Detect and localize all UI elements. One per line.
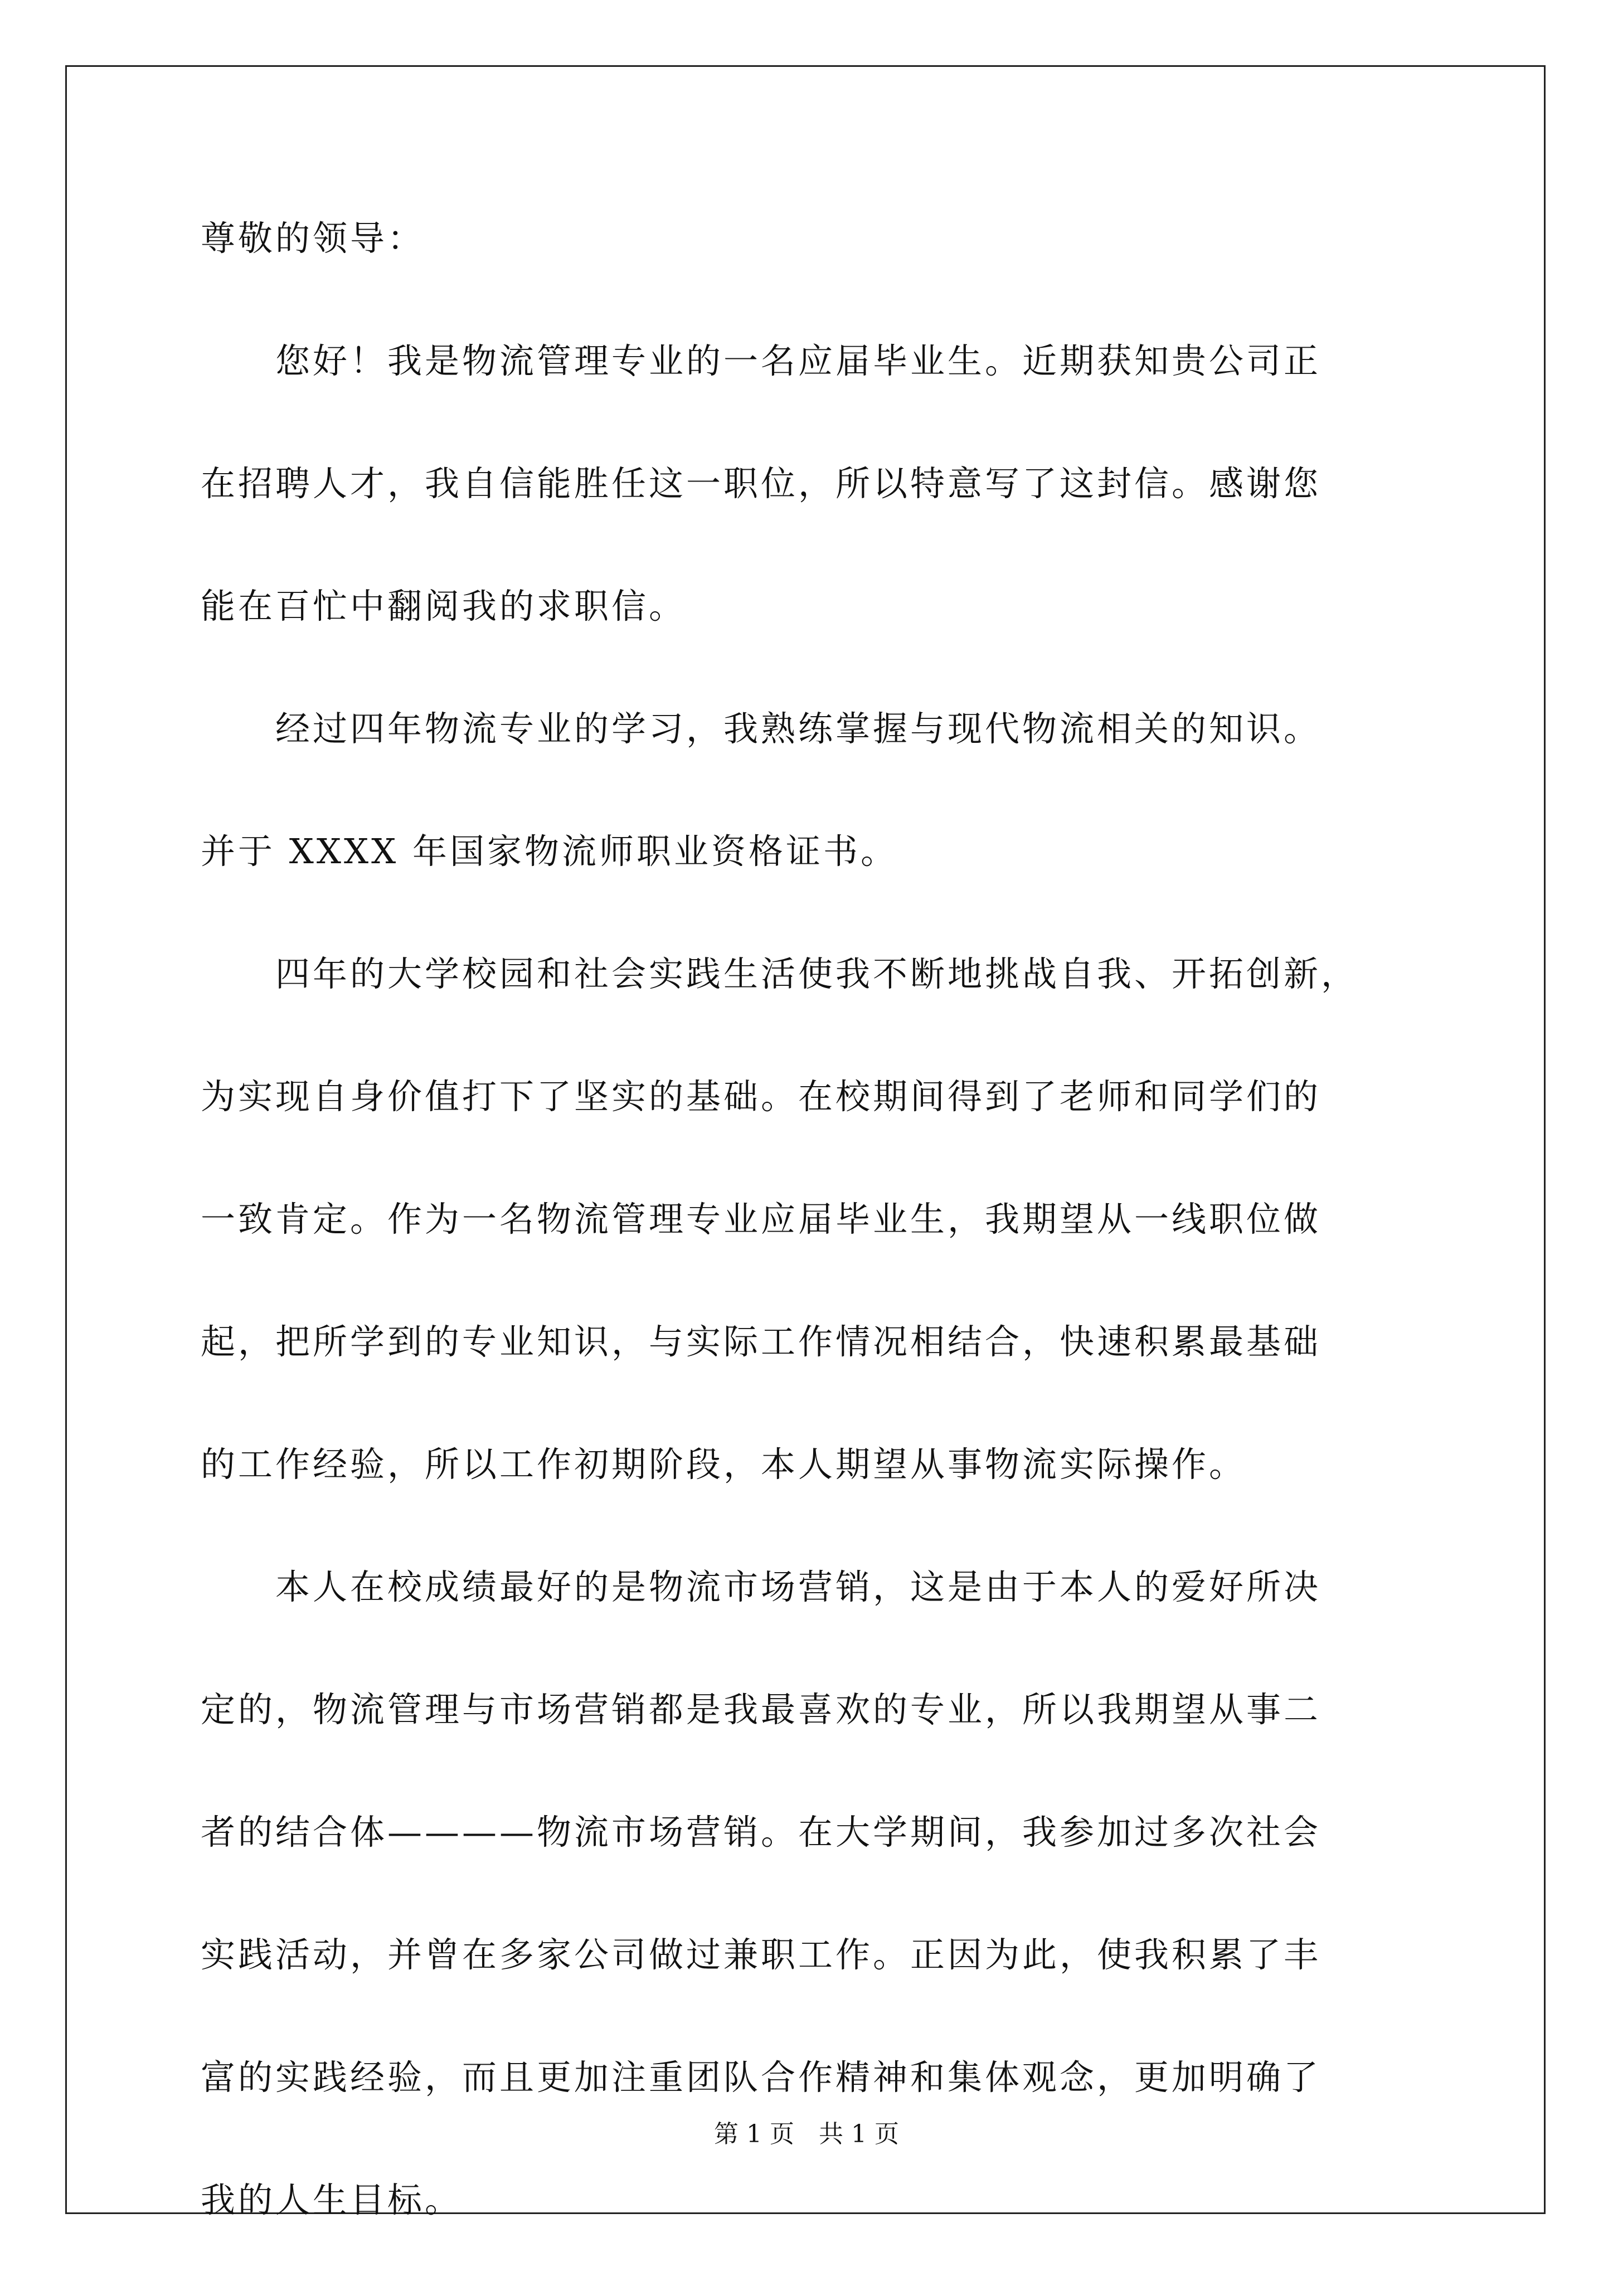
text-line: 定的，物流管理与市场营销都是我最喜欢的专业，所以我期望从事二 xyxy=(201,1689,1322,1730)
text-line: 富的实践经验，而且更加注重团队合作精神和集体观念，更加明确了 xyxy=(201,2057,1322,2098)
text-line: 为实现自身价值打下了坚实的基础。在校期间得到了老师和同学们的 xyxy=(201,1076,1322,1117)
text-line: 本人在校成绩最好的是物流市场营销，这是由于本人的爱好所决 xyxy=(201,1567,1322,1607)
text-line: 并于 XXXX 年国家物流师职业资格证书。 xyxy=(201,831,898,872)
text-line: 四年的大学校园和社会实践生活使我不断地挑战自我、开拓创新， xyxy=(201,954,1359,994)
text-line: 经过四年物流专业的学习，我熟练掌握与现代物流相关的知识。 xyxy=(201,708,1322,749)
text-line: 在招聘人才，我自信能胜任这一职位，所以特意写了这封信。感谢您 xyxy=(201,463,1322,504)
text-line: 实践活动，并曾在多家公司做过兼职工作。正因为此，使我积累了丰 xyxy=(201,1934,1322,1975)
text-line: 者的结合体————物流市场营销。在大学期间，我参加过多次社会 xyxy=(201,1812,1322,1852)
salutation: 尊敬的领导： xyxy=(201,218,425,259)
text-line: 您好！我是物流管理专业的一名应届毕业生。近期获知贵公司正 xyxy=(201,340,1322,381)
letter-body xyxy=(201,212,1421,2296)
text-line: 我的人生目标。 xyxy=(201,2180,463,2220)
text-line: 一致肯定。作为一名物流管理专业应届毕业生，我期望从一线职位做 xyxy=(201,1199,1322,1239)
text-line: 起，把所学到的专业知识，与实际工作情况相结合，快速积累最基础 xyxy=(201,1321,1322,1362)
text-line: 的工作经验，所以工作初期阶段，本人期望从事物流实际操作。 xyxy=(201,1444,1247,1485)
text-line: 能在百忙中翻阅我的求职信。 xyxy=(201,586,687,626)
page-footer: 第 1 页 共 1 页 xyxy=(714,2120,899,2148)
